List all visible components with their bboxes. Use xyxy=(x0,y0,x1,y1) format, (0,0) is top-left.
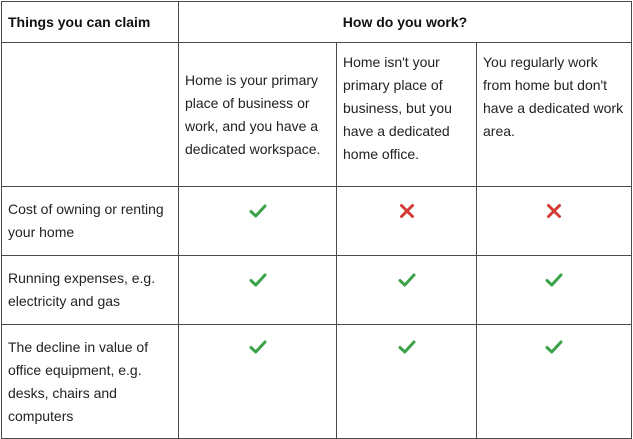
check-mark-icon xyxy=(545,339,563,355)
row-label-cost-of-home: Cost of owning or renting your home xyxy=(2,187,179,256)
cross-mark-icon xyxy=(545,203,563,219)
table-row xyxy=(2,187,632,256)
check-mark-icon xyxy=(398,272,416,288)
header-how-do-you-work: How do you work? xyxy=(179,2,632,43)
check-mark-icon xyxy=(249,203,267,219)
mark-cell xyxy=(477,187,632,256)
mark-cell xyxy=(477,325,632,439)
row-label-running-expenses: Running expenses, e.g. electricity and gas xyxy=(2,256,179,325)
subheader-regularly-work-from-home: You regularly work from home but don't have a dedicated work area. xyxy=(477,43,632,187)
header-things-you-can-claim: Things you can claim xyxy=(2,2,179,43)
table-row xyxy=(2,325,632,439)
check-mark-icon xyxy=(249,272,267,288)
mark-cell xyxy=(477,256,632,325)
mark-cell xyxy=(337,325,477,439)
check-mark-icon xyxy=(249,339,267,355)
cross-mark-icon xyxy=(398,203,416,219)
header-row xyxy=(2,2,632,43)
mark-cell xyxy=(337,187,477,256)
mark-cell xyxy=(337,256,477,325)
subheader-primary-place: Home is your primary place of business or work, and you have a dedicated workspace. xyxy=(179,43,337,187)
subheader-row xyxy=(2,43,632,187)
check-mark-icon xyxy=(545,272,563,288)
subheader-empty-cell xyxy=(2,43,179,187)
mark-cell xyxy=(179,187,337,256)
row-label-office-equipment: The decline in value of office equipment, e.g. desks, chairs and computers xyxy=(2,325,179,439)
mark-cell xyxy=(179,256,337,325)
mark-cell xyxy=(179,325,337,439)
check-mark-icon xyxy=(398,339,416,355)
table-row xyxy=(2,256,632,325)
claims-table-container xyxy=(1,1,632,439)
subheader-not-primary-place: Home isn't your primary place of business, but you have a dedicated home office. xyxy=(337,43,477,187)
claims-table xyxy=(1,1,632,439)
